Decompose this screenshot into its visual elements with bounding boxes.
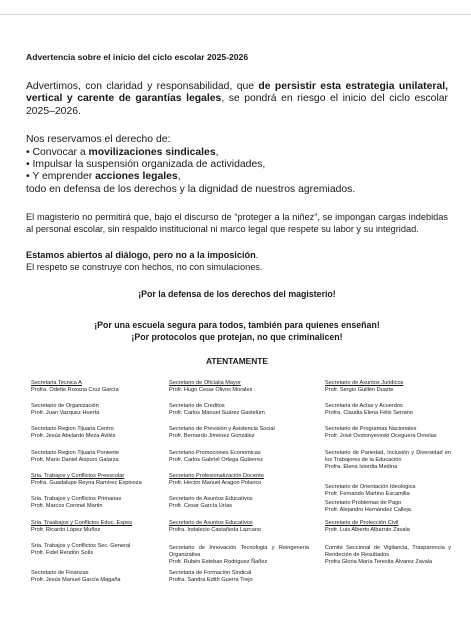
signatory: Secretaria de Actas y Acuerdos Profra. Claudia Elena Félix Serrano xyxy=(325,403,413,417)
top-divider xyxy=(0,14,471,15)
signatory: Sria. Trabajos y Conflictos Primarias Profr. Marcos Coronel Martin xyxy=(31,496,122,510)
atentamente-heading: ATENTAMENTE xyxy=(205,356,269,367)
signatory: Secretario de Programas Nacionales Profr. José Ovstonyevsvki Oceguera Ornelas xyxy=(325,426,437,440)
signatory: Secretario Profesionalización Docente Profr. Hector Manuel Aragon Polanco xyxy=(169,473,264,487)
rights-item-1: • Convocar a movilizaciones sindicales, xyxy=(26,146,219,158)
rights-item-3: • Y emprender acciones legales, xyxy=(26,171,181,183)
signatory: Secretario Problemas de Pago Profr. Alejandro Hernández Calleja xyxy=(325,500,411,514)
intro-paragraph xyxy=(26,81,448,118)
signatory: Sria. Trabajos y Conflictos Sec. General Profr. Fidel Rendón Solís xyxy=(31,543,131,557)
letter-body xyxy=(26,52,448,376)
signatory: Secretario de Oficialia Mayor Profr. Hugo Cesar Olivos Morales xyxy=(169,380,253,394)
signatory: Secretario de Previsión y Asistencia Social Profr. Bernardo Jiménez González xyxy=(169,426,275,440)
signatory: Secretario de Asuntos Juridicos Profr. Sergio Guillén Duarte xyxy=(325,380,404,394)
signatory: Sria. Trabajos y Conflictos Preescolar Profra. Guadalupe Reyna Ramírez Espinoza xyxy=(31,473,142,487)
dialogue-line-1: Estamos abiertos al diálogo, pero no a la imposición. xyxy=(26,250,259,261)
signatory: Secretario de Organización Profr. Juan Vazquez Huerta xyxy=(31,403,100,417)
intro-pre: Advertimos, con claridad y responsabilidad, que xyxy=(26,81,259,92)
signatory: Secretario Region Tijuana Centro Profr. Jesús Abelardo Meza Avilés xyxy=(31,426,116,440)
dialogue-block xyxy=(26,249,448,273)
signatory: Secretario de Asuntos Educativos Profr. Cesar García Urías xyxy=(169,496,253,510)
signatory: Comité Seccional de Vigilancia, Trasparencia y Rendeción de Resultados Profra Gloria María Teresita Álvarez Zavala xyxy=(325,545,451,566)
signatory: Secretario Promociones Economicas Profr. Carlos Gabriel Ortega Gutierrez xyxy=(169,450,263,464)
slogan-1: ¡Por la defensa de los derechos del magisterio! xyxy=(138,289,336,300)
magisterio-paragraph: El magisterio no permitirá que, bajo el discurso de “proteger a la niñez”, se impongan cargas indebidas al personal escolar, sin respaldo institucional ni marco legal que respete su labor y su integridad. xyxy=(26,212,448,235)
intro-post: , se pondrá en riesgo el inicio del ciclo escolar 2025–2026. xyxy=(26,93,448,117)
rights-item-2: • Impulsar la suspensión organizada de actividades, xyxy=(26,159,266,171)
signatory: Secretario de Asuntos Educativos Profra. Indalecio Castañeda Lazcano xyxy=(169,520,262,534)
signatory: Secretaria Tecnica A Profra. Odette Roxana Cruz García xyxy=(31,380,119,394)
dialogue-line-2: El respeto se construye con hechos, no con simulaciones. xyxy=(26,262,263,273)
slogan-2: ¡Por una escuela segura para todos, también para quienes enseñan! xyxy=(94,319,380,330)
signatory: Secretario de Creditos Profr. Carlos Manuel Suárez Gastelúm xyxy=(169,403,265,417)
signatory: Secretaria de Formación Sindical Profra. Sandra Edith Guerra Trejo xyxy=(169,570,253,584)
signatory: Secretario Region Tijuana Poniente Profr. Mario Daniel Aispuro Galarza xyxy=(31,450,120,464)
slogan-3: ¡Por protocolos que protejan, no que criminalicen! xyxy=(131,332,343,343)
document-title: Advertencia sobre el inicio del ciclo escolar 2025-2026 xyxy=(26,52,249,62)
rights-heading: Nos reservamos el derecho de: xyxy=(26,134,171,146)
signatory: Secretario de Finanzas Profr. Jesús Manuel García Magaña xyxy=(31,570,121,584)
signatory: Secretario de Pariedad, Inclusión y Diversidad en los Trabajores de la Educación Profra. Elena Isiordia Medina xyxy=(325,450,451,471)
signatory: Secretario de Innovación Tecnologia y Reingeneria Organizativa Profr. Rubén Esteban Rodriguez Ñañez xyxy=(169,545,309,566)
intro-bold: de persistir esta estrategia unilateral, vertical y carente de garantías legales xyxy=(26,81,448,105)
signatory: Sria. Traabajos y Conflictos Educ. Espes Profr. Ricardo López Muñoz xyxy=(31,520,133,534)
rights-closing: todo en defensa de los derechos y la dignidad de nuestros agremiados. xyxy=(26,183,356,195)
signatory: Secretario de Orientación Ideologica Profr. Fernando Martino Escamilla xyxy=(325,484,416,498)
signatory: Secretario de Protección Civil Profr. Luis Alberto Albarrán Zavala xyxy=(325,520,410,534)
rights-block xyxy=(26,134,448,196)
